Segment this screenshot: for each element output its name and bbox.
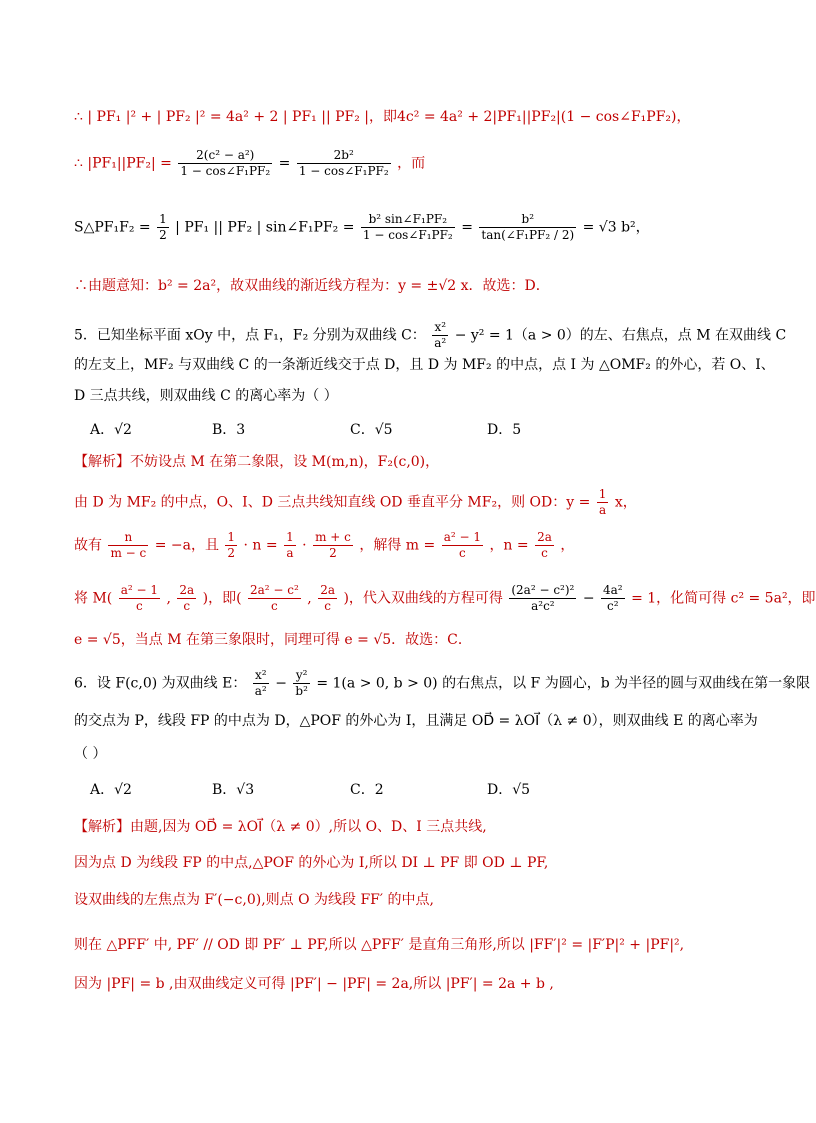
q6-solution-line-2: 因为点 D 为线段 FP 的中点,△POF 的外心为 I,所以 DI ⊥ PF 即 OD ⊥ PF, (74, 855, 549, 871)
text: = 1(a > 0, b > 0) 的右焦点，以 F 为圆心，b 为半径的圆与双曲线在第一象限 (316, 675, 811, 692)
fraction: $\frac{\text{2a² − c²}}{c}$ (250, 583, 299, 613)
solution-tag: 【解析】 (74, 819, 130, 835)
q5-solution-line-4 (74, 583, 816, 614)
solution-prev-line-4: ∴由题意知：b² = 2a²，故双曲线的渐近线方程为：y = ±√2 x．故选：D． (74, 278, 550, 294)
text: )，代入双曲线的方程可得 (343, 590, 503, 607)
solution-prev-line-1: ∴ | PF₁ |² + | PF₂ |² = 4a² + 2 | PF₁ || PF₂ |，即4c² = 4a² + 2|PF₁||PF₂|(1 − cos∠F₁PF₂)， (74, 109, 691, 125)
text: ，而 (397, 155, 426, 172)
fraction: $\frac{\text{a² − 1}}{c}$ (120, 583, 158, 613)
q5-solution-line-1 (74, 452, 439, 472)
text: x， (614, 494, 637, 511)
text: )，即( (202, 590, 242, 607)
fraction: $\frac{\text{a² − 1}}{c}$ (443, 530, 481, 560)
q5-solution-line-3 (74, 530, 574, 561)
fraction: $\frac{2a}{c}$ (179, 583, 195, 613)
text: , (307, 590, 312, 607)
text: 5．已知坐标平面 xOy 中，点 F₁，F₂ 分别为双曲线 C： (74, 327, 426, 344)
q5-solution-line-2 (74, 487, 637, 518)
q6-solution-line-3: 设双曲线的左焦点为 F′(−c,0),则点 O 为线段 FF′ 的中点, (74, 892, 434, 908)
text: ∴ |PF₁||PF₂| = (74, 155, 172, 172)
q6-solution-line-1 (74, 817, 487, 837)
fraction: $\frac{\text{x²}}{\text{a²}}$ (254, 668, 267, 698)
text: − (275, 675, 287, 692)
fraction: $\frac{2a}{c}$ (537, 530, 552, 560)
fraction: $\frac{m + c}{2}$ (315, 530, 351, 560)
q6-solution-line-4: 则在 △PFF′ 中, PF′ // OD 即 PF′ ⊥ PF,所以 △PFF′ 是直角三角形,所以 |FF′|² = |F′P|² + |PF|², (74, 937, 685, 953)
text: = 1，化简可得 c² = 5a²，即 (631, 590, 816, 607)
fraction: $\frac{\text{2b²}}{\text{1 − cos∠F₁PF₂}}$ (298, 148, 389, 178)
text: − (582, 590, 595, 607)
text: 6．设 F(c,0) 为双曲线 E： (74, 675, 247, 692)
fraction: $\frac{\text{b²}}{\text{tan(∠F₁PF₂ / 2)}}$ (481, 212, 575, 242)
q6-stem-line-1 (74, 668, 810, 699)
fraction: $\frac{1}{2}$ (159, 212, 167, 242)
fraction: $\frac{1}{2}$ (227, 530, 236, 560)
q6-option-d: D．√5 (487, 782, 531, 798)
text: = √3 b²， (582, 219, 650, 236)
q6-solution-line-5: 因为 |PF| = b ,由双曲线定义可得 |PF′| − |PF| = 2a,所以 |PF′| = 2a + b , (74, 976, 554, 992)
text: ，解得 m = (359, 537, 436, 554)
fraction: $\frac{\text{y²}}{\text{b²}}$ (295, 668, 308, 698)
q6-option-b: B．√3 (212, 782, 255, 798)
text: 将 M( (74, 590, 113, 607)
q6-stem-line-3: （ ） (74, 746, 107, 762)
text: = (461, 219, 473, 236)
text: − y² = 1（a > 0）的左、右焦点，点 M 在双曲线 C (454, 327, 787, 344)
fraction: $\frac{\text{4a²}}{\text{c²}}$ (603, 583, 623, 613)
fraction: $\frac{2a}{c}$ (320, 583, 335, 613)
text: = (278, 155, 291, 172)
q6-option-c: C．2 (350, 782, 384, 798)
q6-option-a: A．√2 (90, 782, 132, 798)
q5-option-b: B．3 (212, 422, 246, 438)
fraction: $\frac{\text{2(c² − a²)}}{\text{1 − cos∠F₁PF₂}}$ (180, 148, 271, 178)
text: · (302, 537, 307, 554)
q5-option-c: C．√5 (350, 422, 393, 438)
text: S△PF₁F₂ = (74, 219, 151, 236)
fraction: $\frac{1}{a}$ (286, 530, 294, 560)
fraction: $\frac{\text{b² sin∠F₁PF₂}}{\text{1 − cos∠F₁PF₂}}$ (362, 212, 453, 242)
text: ， (560, 537, 575, 554)
solution-tag: 【解析】 (74, 454, 130, 470)
q5-stem-line-3: D 三点共线，则双曲线 C 的离心率为（ ） (74, 388, 338, 404)
fraction: $\frac{n}{m - c}$ (110, 530, 147, 560)
q5-stem-line-2: 的左支上，MF₂ 与双曲线 C 的一条渐近线交于点 D，且 D 为 MF₂ 的中点，点 I 为 △OMF₂ 的外心，若 O、I、 (74, 357, 775, 373)
q5-option-a: A．√2 (90, 422, 132, 438)
text: ，n = (489, 537, 529, 554)
solution-prev-line-2 (74, 148, 425, 179)
text: = −a，且 (154, 537, 219, 554)
text: , (166, 590, 171, 607)
fraction: $\frac{\text{(2a² − c²)²}}{\text{a²c²}}$ (511, 583, 575, 613)
text: 故有 (74, 537, 102, 554)
q5-stem-line-1 (74, 320, 786, 351)
fraction: $\frac{1}{a}$ (598, 487, 607, 517)
solution-prev-line-3 (74, 212, 650, 243)
q6-stem-line-2: 的交点为 P，线段 FP 的中点为 D，△POF 的外心为 I，且满足 OD⃗ = λOI⃗（λ ≠ 0），则双曲线 E 的离心率为 (74, 713, 758, 729)
text: 由题,因为 OD⃗ = λOI⃗（λ ≠ 0）,所以 O、D、I 三点共线, (130, 819, 487, 835)
text: 不妨设点 M 在第二象限，设 M(m,n)，F₂(c,0)， (130, 454, 440, 470)
q5-solution-line-5: e = √5，当点 M 在第三象限时，同理可得 e = √5．故选：C． (74, 632, 472, 648)
text: | PF₁ || PF₂ | sin∠F₁PF₂ = (175, 219, 355, 236)
fraction: $\frac{\text{x²}}{\text{a²}}$ (434, 320, 447, 350)
text: 由 D 为 MF₂ 的中点，O、I、D 三点共线知直线 OD 垂直平分 MF₂，则 OD：y = (74, 494, 591, 511)
q5-option-d: D．5 (487, 422, 522, 438)
text: · n = (243, 537, 278, 554)
